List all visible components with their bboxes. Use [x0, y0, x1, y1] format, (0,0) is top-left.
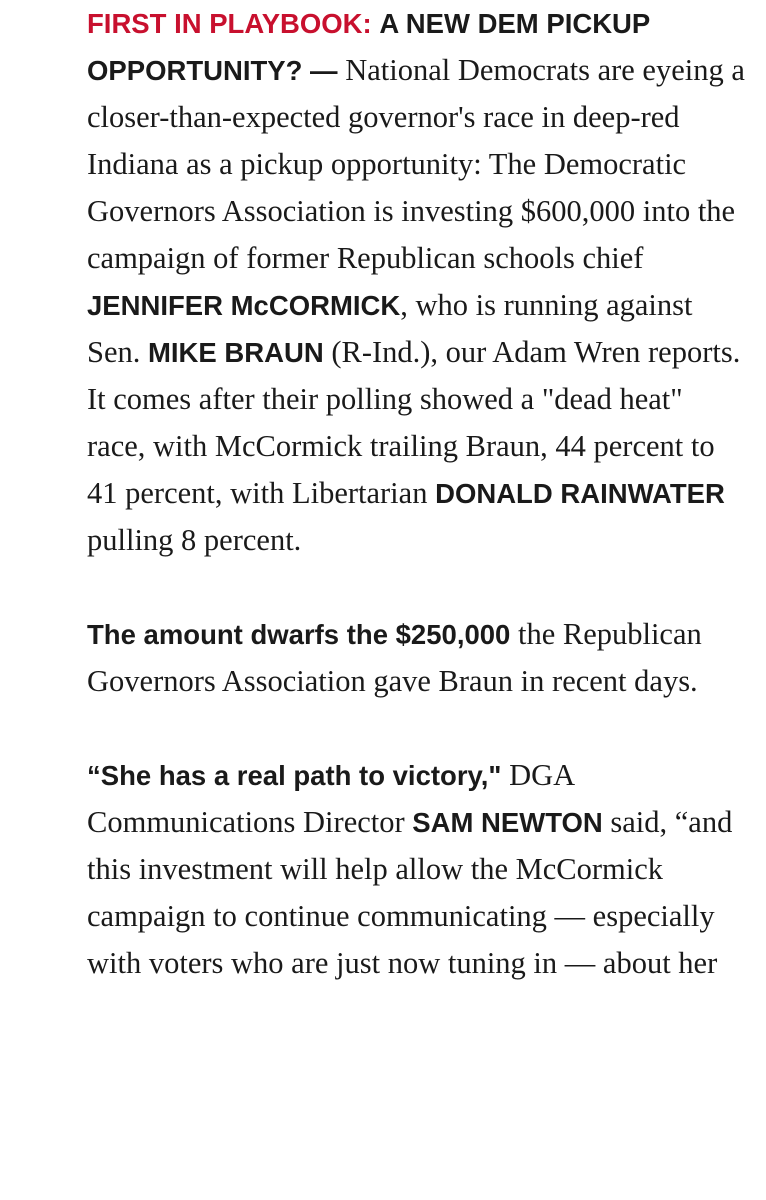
paragraph-3	[87, 752, 747, 987]
name-donald-rainwater: DONALD RAINWATER	[435, 478, 725, 509]
paragraph-2	[87, 611, 747, 705]
paragraph-2-text: the Republican Governors Association gave Braun in recent days.	[87, 617, 702, 698]
headline: A NEW DEM PICKUP OPPORTUNITY? —	[87, 8, 650, 86]
paragraph-2-lead: The amount dwarfs the $250,000	[87, 619, 511, 650]
kicker-label: FIRST IN PLAYBOOK:	[87, 8, 372, 39]
name-mike-braun: MIKE BRAUN	[148, 337, 324, 368]
pull-quote: “She has a real path to victory,"	[87, 760, 502, 791]
paragraph-1-text-c: (R-Ind.), our Adam Wren reports. It comes after their polling showed a "dead heat" race, with McCormick trailing Braun, 44 percent to 41 percent, with Libertarian	[87, 335, 741, 510]
name-sam-newton: SAM NEWTON	[412, 807, 603, 838]
paragraph-1-text-d: pulling 8 percent.	[87, 523, 302, 557]
paragraph-1-text-b: , who is running against Sen.	[87, 288, 693, 369]
name-jennifer-mccormick: JENNIFER McCORMICK	[87, 290, 401, 321]
paragraph-1	[87, 0, 747, 564]
paragraph-3-text-a: DGA Communications Director	[87, 758, 574, 839]
article-body	[87, 0, 747, 987]
paragraph-1-text-a: National Democrats are eyeing a closer-than-expected governor's race in deep-red Indiana as a pickup opportunity: The Democratic Governors Association is investing $600,000 into the campaign of former Republican schools chief	[87, 53, 745, 275]
paragraph-3-text-b: said, “and this investment will help allow the McCormick campaign to continue communicating — especially with voters who are just now tuning in — about her	[87, 805, 733, 980]
